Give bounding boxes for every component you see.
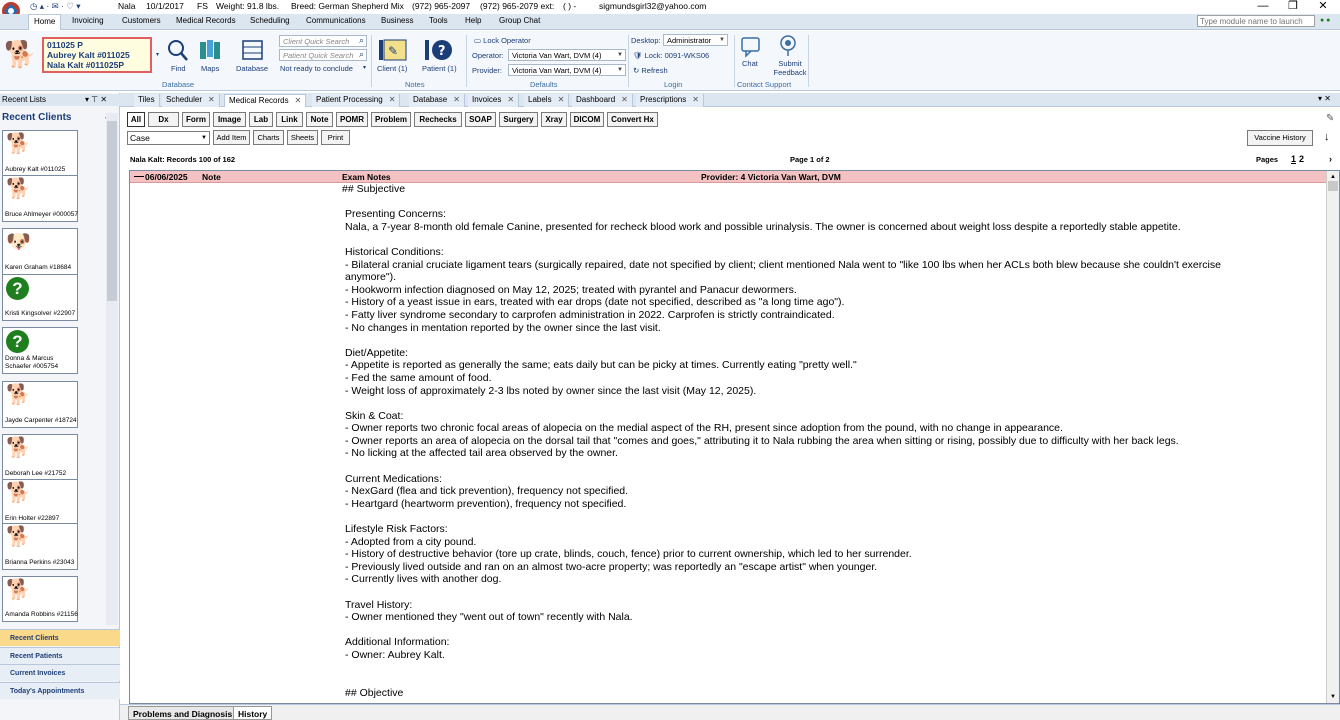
note-line: Travel History:: [345, 598, 413, 611]
recent-client-card[interactable]: [2, 434, 78, 481]
tab-labels[interactable]: [524, 94, 569, 107]
tab-label: Patient Processing: [316, 95, 383, 104]
lock-label: Lock: 0091-WKS06: [644, 51, 710, 60]
question-icon: ?: [6, 330, 29, 353]
note-line: - NexGard (flea and tick prevention), frequency not specified.: [345, 485, 629, 498]
note-line: [342, 510, 1322, 523]
filter-image[interactable]: Image: [213, 112, 246, 127]
note-line: - Appetite is reported as generally the same; eats daily but can be picky at times. Currently eating "pretty well.": [345, 359, 857, 372]
database-icon[interactable]: [241, 39, 265, 61]
client-name: Aubrey Kalt #011025: [5, 166, 66, 173]
search-icon[interactable]: ⌕: [358, 49, 364, 59]
patient-weight: Weight: 91.8 lbs.: [216, 1, 280, 11]
current-patient-box[interactable]: [42, 37, 152, 73]
chevron-down-icon: ▼: [617, 67, 623, 73]
note-line: Current Medications:: [345, 472, 442, 485]
ribbon-separator: [808, 35, 809, 87]
medical-records-list: [129, 170, 1340, 704]
records-count: Nala Kalt: Records 100 of 162: [130, 155, 236, 164]
nav-recent-clients[interactable]: [0, 629, 120, 646]
note-line: - Fed the same amount of food.: [345, 371, 492, 384]
collapse-record-icon[interactable]: —: [134, 171, 144, 182]
svg-text:?: ?: [438, 44, 446, 59]
record-header[interactable]: [130, 171, 1326, 183]
tab-label: Medical Records: [229, 96, 289, 105]
ribbon-separator: [628, 35, 629, 87]
note-line: - Owner reports two chronic focal areas of alopecia on the medial aspect of the RH, present since adoption from the pound, with no change in appearance.: [345, 422, 1063, 435]
patient-box-line1: 011025 P: [47, 40, 83, 50]
chat-label[interactable]: Chat: [742, 59, 758, 68]
close-icon[interactable]: ✕: [621, 95, 628, 104]
edit-icon[interactable]: ✎: [1326, 113, 1335, 124]
recent-lists-header: [0, 94, 120, 106]
scroll-up-icon[interactable]: ▲: [1330, 174, 1336, 180]
patient-name: Nala: [118, 1, 136, 11]
operator-value: Victoria Van Wart, DVM (4): [512, 51, 602, 60]
filter-form[interactable]: Form: [182, 112, 210, 127]
filter-convert-hx[interactable]: Convert Hx: [607, 112, 658, 127]
patient-box-dropdown-icon[interactable]: ▾: [156, 52, 160, 58]
note-line: ## Subjective: [342, 183, 406, 195]
note-line: Diet/Appetite:: [345, 346, 409, 359]
restore-button[interactable]: ❐: [1288, 0, 1298, 12]
menu-help[interactable]: Help: [465, 16, 482, 25]
case-value: Case: [130, 133, 150, 143]
tab-invoices[interactable]: [468, 94, 519, 107]
recent-client-card[interactable]: [2, 479, 78, 526]
nav-todays-appointments[interactable]: [0, 682, 120, 699]
menu-tools[interactable]: Tools: [429, 16, 448, 25]
title-bar: [0, 0, 1340, 14]
filter-link[interactable]: Link: [276, 112, 303, 127]
lock-operator-label: Lock Operator: [483, 36, 531, 45]
refresh-button[interactable]: ↻ Refresh: [633, 66, 668, 75]
recent-client-card[interactable]: [2, 130, 78, 177]
page-link-2[interactable]: 2: [1299, 154, 1305, 164]
tab-label: Dashboard: [576, 95, 616, 104]
chat-icon[interactable]: [740, 36, 762, 58]
tab-tiles[interactable]: [134, 94, 160, 107]
client-name: Donna & Marcus Schaefer #005754: [5, 355, 59, 370]
search-icon[interactable]: ⌕: [358, 35, 364, 45]
close-icon[interactable]: ✕: [507, 95, 515, 104]
lock-operator-button[interactable]: ▭ Lock Operator: [474, 36, 531, 45]
patient-notes-button[interactable]: Patient (1): [422, 64, 457, 73]
filter-dx[interactable]: Dx: [148, 112, 179, 127]
close-icon[interactable]: ✕: [294, 96, 302, 105]
filter-note[interactable]: Note: [306, 112, 333, 127]
dog-icon: 🐶: [6, 231, 31, 253]
vaccine-history-button[interactable]: Vaccine History: [1247, 130, 1313, 146]
record-title: Exam Notes: [342, 172, 391, 182]
record-provider: Provider: 4 Victoria Van Wart, DVM: [701, 172, 841, 182]
menu-customers[interactable]: Customers: [122, 16, 161, 25]
note-line: - Hookworm infection diagnosed on May 12, 2025; treated with pyrantel and Panacur dewormers.: [345, 283, 797, 296]
note-line: - Fatty liver syndrome secondary to carprofen administration in 2022. Carprofen is strictly contraindicated.: [345, 308, 835, 321]
menu-bar: [0, 14, 1340, 30]
maps-label[interactable]: Maps: [201, 64, 220, 73]
tab-label: Tiles: [138, 95, 155, 104]
patient-quick-search-input[interactable]: [279, 49, 367, 61]
tab-label: Scheduler: [166, 95, 203, 104]
desktop-label: Desktop:: [631, 36, 661, 45]
find-label[interactable]: Find: [171, 64, 186, 73]
note-line: - No licking at the affected tail area observed by the owner.: [345, 447, 618, 460]
provider-value: Victoria Van Wart, DVM (4): [512, 66, 602, 75]
filter-pomr[interactable]: POMR: [336, 112, 368, 127]
dog-owner-icon: 🐕: [6, 526, 31, 548]
page-link-1[interactable]: 1: [1291, 154, 1297, 164]
recent-clients-scrollbar[interactable]: [106, 113, 118, 625]
chevron-down-icon[interactable]: ▾: [363, 65, 367, 71]
minimize-button[interactable]: —: [1257, 0, 1269, 12]
dog-owner-icon: 🐕: [6, 133, 31, 155]
ribbon-separator: [466, 35, 467, 87]
tab-label: Database: [413, 95, 448, 104]
record-type: Note: [202, 172, 221, 182]
database-label[interactable]: Database: [236, 64, 269, 73]
recent-client-card[interactable]: [2, 381, 78, 428]
client-name: Jayde Carpenter #18724: [5, 417, 77, 424]
dog-owner-icon: 🐕: [6, 437, 31, 459]
note-line: - Heartgard (heartworm prevention), frequency not specified.: [345, 497, 627, 510]
ribbon-separator: [371, 35, 372, 87]
ribbon-separator: [734, 35, 735, 87]
patient-sex: FS: [197, 1, 208, 11]
quick-access-icons[interactable]: ◷ ▴ · ✉ · ♡ ▾: [30, 1, 81, 11]
note-line: [342, 334, 1322, 347]
database-group-label: Database: [162, 80, 195, 89]
note-line: - Owner mentioned they "went out of town" recently with Nala.: [345, 611, 633, 624]
nav-current-invoices[interactable]: [0, 664, 120, 681]
case-select[interactable]: [127, 131, 210, 145]
menu-business[interactable]: Business: [381, 16, 414, 25]
submit-feedback-label[interactable]: Submit Feedback: [773, 59, 807, 77]
client-notes-button[interactable]: Client (1): [377, 64, 408, 73]
note-line: anymore").: [345, 271, 396, 284]
tab-scheduler[interactable]: [162, 94, 220, 107]
record-date: 06/06/2025: [145, 172, 188, 182]
filter-xray[interactable]: Xray: [541, 112, 567, 127]
client-name: Erin Holter #22897: [5, 515, 60, 522]
note-line: - Owner reports an area of alopecia on the dorsal tail that "comes and goes," attributing it to Nala rubbing the area when sitting or rising, possibly due to difficulty with her back legs.: [345, 434, 1179, 447]
note-line: Presenting Concerns:: [345, 208, 446, 221]
svg-text:✎: ✎: [388, 44, 399, 58]
menu-home[interactable]: Home: [28, 14, 61, 30]
note-line: - History of destructive behavior (tore up crate, blinds, couch, fence) prior to current ownership, which led to her surrender.: [345, 548, 912, 561]
dog-owner-icon: 🐕: [4, 39, 37, 69]
module-search-input[interactable]: [1197, 15, 1315, 27]
sheets-button[interactable]: Sheets: [287, 130, 318, 145]
recent-client-card[interactable]: [2, 175, 78, 222]
scrollbar-thumb[interactable]: [1328, 181, 1338, 191]
note-line: - Owner: Aubrey Kalt.: [345, 648, 445, 661]
tab-label: Labels: [528, 95, 552, 104]
tab-patient-processing[interactable]: [312, 94, 400, 107]
dog-owner-icon: 🐕: [6, 579, 31, 601]
operator-select[interactable]: [508, 49, 626, 61]
note-line: [342, 662, 1322, 675]
client-name: Kristi Kingsolver #22907: [5, 310, 76, 317]
filter-lab[interactable]: Lab: [249, 112, 273, 127]
filter-dicom[interactable]: DICOM: [570, 112, 604, 127]
menu-communications[interactable]: Communications: [306, 16, 366, 25]
note-line: Skin & Coat:: [345, 409, 404, 422]
note-line: - Previously lived outside and ran on an almost two-acre property; was reportedly an "escape artist" when younger.: [345, 560, 878, 573]
tab-problems-and-diagnosis[interactable]: Problems and Diagnosis: [128, 706, 237, 720]
client-quick-search-input[interactable]: [279, 35, 367, 47]
chevron-down-icon: ▼: [719, 37, 725, 43]
close-icon[interactable]: ✕: [557, 95, 565, 104]
find-icon[interactable]: [166, 38, 188, 62]
note-line: - Currently lives with another dog.: [345, 573, 502, 586]
scroll-down-icon[interactable]: ▼: [1330, 694, 1336, 700]
recent-lists-title: Recent Lists: [2, 95, 47, 104]
records-scrollbar[interactable]: [1326, 171, 1339, 703]
note-line: - Weight loss of approximately 2-3 lbs noted by owner since the last visit (May 12, 2025).: [345, 384, 757, 397]
close-icon[interactable]: ✕: [453, 95, 460, 104]
menu-scheduling[interactable]: Scheduling: [250, 16, 290, 25]
recent-clients-title: [0, 112, 120, 127]
dog-owner-icon: 🐕: [6, 482, 31, 504]
phone-3: ( ) -: [563, 1, 577, 11]
exam-notes-text: [342, 183, 1322, 699]
desktop-select[interactable]: [663, 34, 728, 46]
filter-surgery[interactable]: Surgery: [499, 112, 538, 127]
client-name: Amanda Robbins #21156: [5, 611, 78, 618]
provider-label: Provider:: [472, 66, 503, 75]
note-line: Lifestyle Risk Factors:: [345, 523, 448, 536]
ready-status-dropdown[interactable]: Not ready to conclude: [280, 64, 353, 73]
ribbon: [0, 31, 1340, 91]
note-line: [342, 460, 1322, 473]
maps-icon[interactable]: [199, 39, 223, 61]
workstation-lock: 🛡 Lock: 0091-WKS06: [633, 51, 710, 60]
note-line: Nala, a 7-year 8-month old female Canine, presented for recheck blood work and possible urinalysis. The owner is concerned about weight loss despite a reportedly stable appetite.: [345, 220, 1181, 233]
phone-2: (972) 965-2079 ext:: [480, 1, 555, 11]
document-tabs: [120, 93, 1340, 107]
recent-client-card[interactable]: [2, 523, 78, 570]
tab-label: Prescriptions: [640, 95, 687, 104]
status-dots-icon: ● ●: [1320, 17, 1331, 24]
recent-client-card[interactable]: [2, 327, 78, 374]
client-email: sigmundsgirl32@yahoo.com: [599, 1, 707, 11]
menu-invoicing[interactable]: Invoicing: [72, 16, 104, 25]
patient-breed: Breed: German Shepherd Mix: [291, 1, 404, 11]
recent-clients-label: Recent Clients: [2, 112, 72, 123]
refresh-label: Refresh: [641, 66, 668, 75]
pages-label: Pages: [1256, 155, 1279, 164]
note-line: - Bilateral cranial cruciate ligament tears (surgically repaired, date not specified by client; client mentioned Nala went to "like 100 lbs when her ACLs both blew because she couldn't exercise: [345, 258, 1221, 271]
dog-owner-icon: 🐕: [6, 384, 31, 406]
contact-support-group-label: Contact Support: [737, 80, 792, 89]
scrollbar-thumb[interactable]: [107, 121, 117, 301]
close-button[interactable]: ✕: [1318, 0, 1328, 12]
filter-rechecks[interactable]: Rechecks: [414, 112, 462, 127]
tab-medical-records[interactable]: [224, 94, 306, 107]
recent-client-card[interactable]: [2, 576, 78, 622]
tab-label: Invoices: [472, 95, 502, 104]
note-line: [342, 233, 1322, 246]
note-line: [342, 674, 1322, 687]
note-line: Additional Information:: [345, 636, 450, 649]
desktop-value: Administrator: [667, 36, 712, 45]
menu-group-chat[interactable]: Group Chat: [499, 16, 541, 25]
chevron-down-icon: ▼: [201, 135, 207, 141]
patient-dob: 10/1/2017: [146, 1, 184, 11]
bottom-tabs: [120, 704, 1340, 720]
patient-box-line2: Aubrey Kalt #011025: [47, 50, 130, 60]
chevron-down-icon: ▼: [617, 52, 623, 58]
note-line: Historical Conditions:: [345, 245, 444, 258]
patient-quick-search-placeholder: Patient Quick Search: [283, 51, 354, 60]
nav-label: Today's Appointments: [10, 688, 85, 695]
phone-1: (972) 965-2097: [412, 1, 471, 11]
note-line: [342, 624, 1322, 637]
question-icon: ?: [6, 277, 29, 300]
next-page-icon[interactable]: ›: [1329, 154, 1332, 164]
nav-label: Recent Patients: [10, 653, 63, 660]
note-line: ## Objective: [345, 686, 404, 699]
note-line: - No changes in mentation reported by the owner since the last visit.: [345, 321, 661, 334]
close-icon[interactable]: ✕: [692, 95, 699, 104]
recent-client-card[interactable]: [2, 274, 78, 321]
patient-box-line3: Nala Kalt #011025P: [47, 60, 125, 70]
tab-history[interactable]: History: [233, 706, 272, 720]
note-line: [342, 586, 1322, 599]
panel-pin-icon[interactable]: ▾ ⊤ ✕: [85, 95, 108, 104]
patient-notes-icon[interactable]: [424, 37, 454, 63]
page-indicator: Page 1 of 2: [790, 155, 830, 164]
recent-client-card[interactable]: [2, 228, 78, 275]
nav-recent-patients[interactable]: [0, 647, 120, 664]
client-name: Deborah Lee #21752: [5, 470, 67, 477]
charts-button[interactable]: Charts: [253, 130, 284, 145]
tab-dashboard[interactable]: [572, 94, 633, 107]
nav-label: Recent Clients: [10, 635, 59, 642]
login-group-label: Login: [664, 80, 683, 89]
close-icon[interactable]: ✕: [208, 95, 215, 104]
dog-owner-icon: 🐕: [6, 178, 31, 200]
filter-problem[interactable]: Problem: [371, 112, 411, 127]
note-line: - History of a yeast issue in ears, treated with ear drops (date not specified, described as "a long time ago").: [345, 296, 845, 309]
client-notes-icon[interactable]: [378, 37, 408, 63]
note-line: [342, 196, 1322, 209]
operator-label: Operator:: [472, 51, 504, 60]
nav-label: Current Invoices: [10, 670, 66, 677]
print-button[interactable]: Print: [321, 130, 350, 145]
provider-select[interactable]: [508, 64, 626, 76]
client-name: Karen Graham #18684: [5, 264, 72, 271]
tabs-menu-icon[interactable]: ▾ ✕: [1318, 94, 1331, 103]
filter-soap[interactable]: SOAP: [465, 112, 496, 127]
note-line: - Adopted from a city pound.: [345, 535, 477, 548]
tab-prescriptions[interactable]: [636, 94, 704, 107]
tab-database[interactable]: [409, 94, 465, 107]
submit-feedback-icon[interactable]: [778, 34, 798, 58]
defaults-group-label: Defaults: [530, 80, 558, 89]
arrow-down-icon[interactable]: ↓: [1324, 131, 1330, 143]
client-name: Bruce Ahlmeyer #000057: [5, 211, 78, 218]
client-name: Brianna Perkins #23043: [5, 559, 75, 566]
note-line: [342, 397, 1322, 410]
notes-group-label: Notes: [405, 80, 425, 89]
menu-medical-records[interactable]: Medical Records: [176, 16, 236, 25]
client-quick-search-placeholder: Client Quick Search: [283, 37, 350, 46]
filter-all[interactable]: All: [127, 112, 145, 127]
close-icon[interactable]: ✕: [388, 95, 396, 104]
add-item-button[interactable]: Add Item: [213, 130, 250, 145]
